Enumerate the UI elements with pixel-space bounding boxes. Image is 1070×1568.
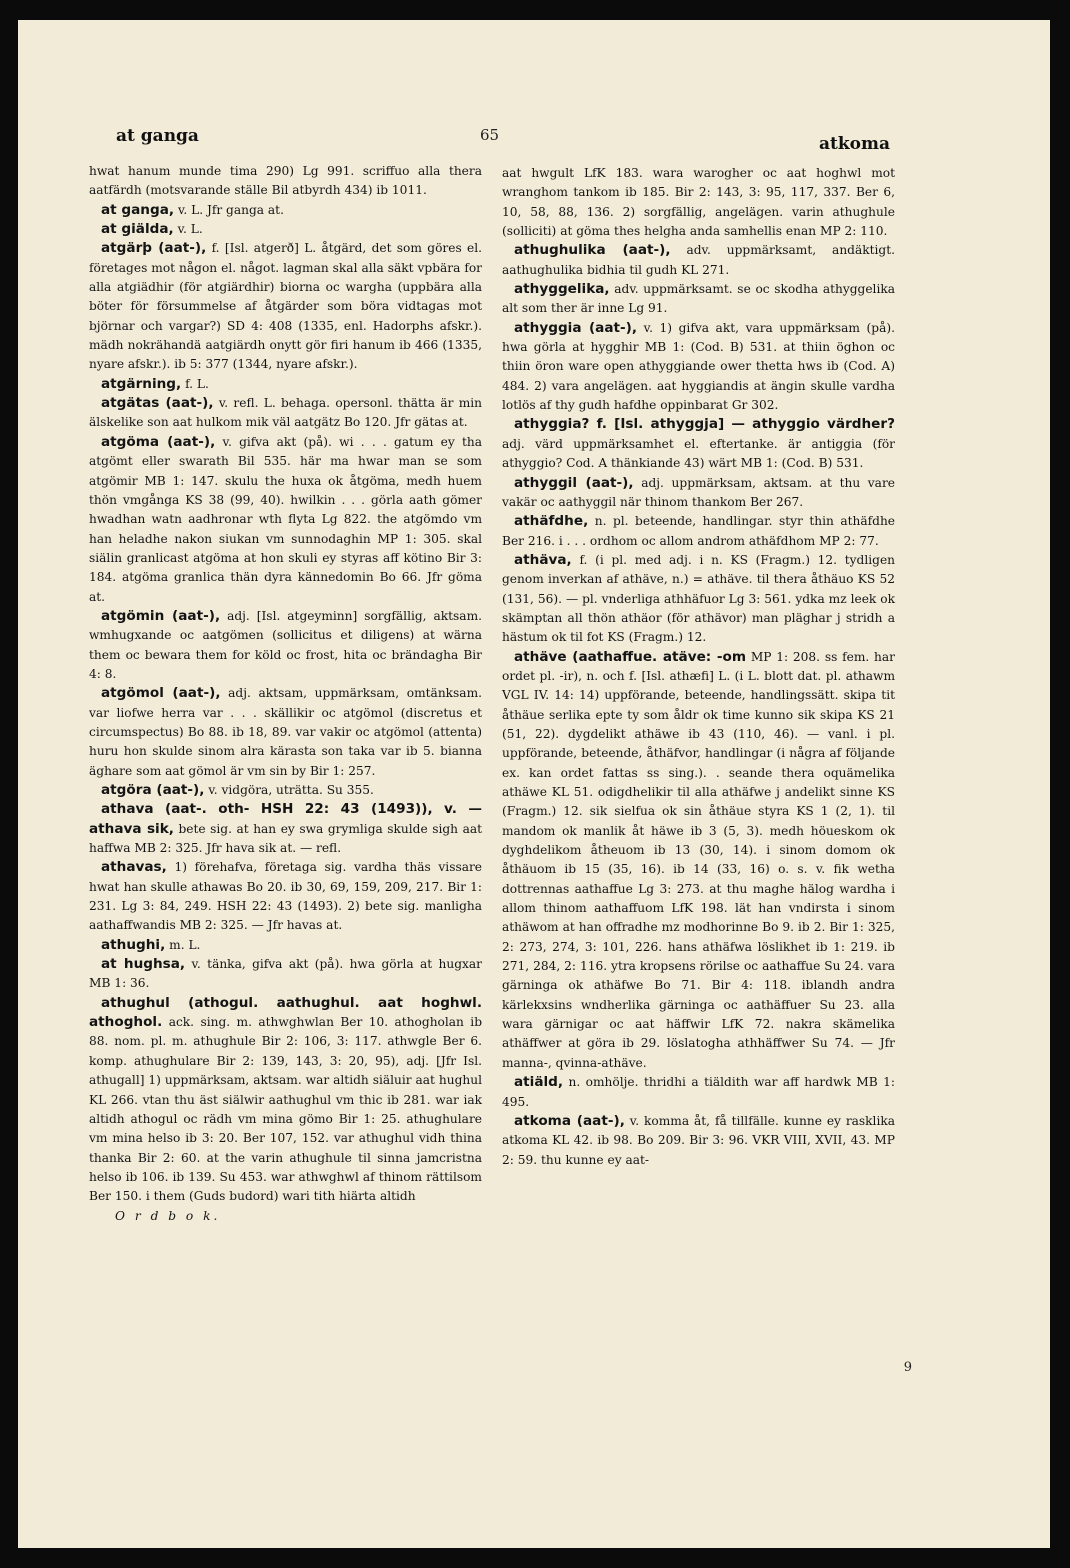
dictionary-entry (502, 241, 895, 280)
dictionary-entry (89, 201, 482, 220)
entry-headword: atgömin (aat-), (101, 607, 221, 624)
entry-text: 1) förehafva, företaga sig. vardha thäs vissare hwat han skulle athawas Bo 20. ib 30, 69, 159, 209, 217. Bir 1: 231. Lg 3: 84, 249. HSH 22: 43 (1493). 2) bete sig. manligha aathaffwandis MB 2: 325. — Jfr havas at. (89, 860, 483, 933)
dictionary-entry (89, 220, 482, 239)
entry-headword: athughul (athogul. aathughul. aat hoghwl. athoghol. (89, 994, 482, 1031)
entry-headword: atiäld, (514, 1074, 564, 1091)
entry-text: f. (i pl. med adj. i n. KS (Fragm.) 12. tydligen genom inverkan af athäve, n.) = athäve. til thera åthäuo KS 52 (131, 56). — pl. vnderliga athhäfuor Lg 3: 561. ydka mz leek ok skämptan all thön athäor (för athävor) man pläghar j stridh a hästum ok til fot KS (Fragm.) 12. (502, 552, 896, 645)
entry-text: f. L. (185, 376, 209, 391)
entry-text: O r d b o k. (115, 1208, 221, 1223)
dictionary-entry (89, 781, 482, 800)
dictionary-entry (502, 551, 895, 648)
running-head-left: at ganga (116, 126, 199, 146)
dictionary-entry (89, 375, 482, 394)
entry-headword: at ganga, (101, 201, 175, 218)
entry-text: v. refl. L. behaga. opersonl. thätta är min älskelike son aat hulkom mik väl aatgätz Bo 120. Jfr gätas at. (89, 396, 482, 430)
entry-headword: atkoma (aat-), (514, 1112, 625, 1129)
dictionary-entry (502, 512, 895, 551)
signature-mark: 9 (903, 1360, 912, 1375)
entry-text: n. omhölje. thridhi a tiäldith war aff hardwk MB 1: 495. (502, 1075, 895, 1109)
entry-headword: athyggia? f. [Isl. athyggja] — athyggio värdher? (514, 416, 895, 433)
entry-text: adj. värd uppmärksamhet el. eftertanke. är antiggia (för athyggio? Cod. A thänkiande 43) wärt MB 1: (Cod. B) 531. (502, 436, 895, 471)
left-column (89, 162, 482, 1226)
entry-headword: atgätas (aat-), (101, 395, 214, 412)
entry-text: v. 1) gifva akt, vara uppmärksam (på). hwa görla at hygghir MB 1: (Cod. B) 531. at thiin öghon oc thiin öron ware open athyggiande ower thetta hws ib (Cod. A) 484. 2) vara angelägen. aat hyggiandis at ängin skulle vardha lotlös af thy gudh hafdhe oppinbarat Gr 302. (502, 320, 895, 413)
dictionary-entry (89, 433, 482, 607)
entry-headword: at giälda, (101, 221, 174, 238)
dictionary-page (18, 20, 1050, 1548)
entry-text: hwat hanum munde tima 290) Lg 991. scriffuo alla thera aatfärdh (motsvarande ställe Bil atbyrdh 434) ib 1011. (89, 164, 482, 198)
entry-headword: atgöra (aat-), (101, 782, 205, 798)
entry-text: f. [Isl. atgerð] L. åtgärd, det som göres el. företages mot någon el. något. lagman skal alla säkt vpbära for alla atgiädhir (för atgiärdhir) biorna oc wargha (uppbära alla böter för försummelse af åtgärder som böra vidtagas mot björnar och vargar?) SD 4: 408 (1335, enl. Hadorphs afskr.). mädh nokrähandä aatgiärdh onytt gör firi hanum ib 466 (1335, nyare afskr.). ib 5: 377 (1344, nyare afskr.). (89, 241, 483, 372)
entry-text: v. vidgöra, uträtta. Su 355. (208, 783, 374, 797)
dictionary-entry (89, 994, 482, 1207)
running-head-right: atkoma (819, 134, 890, 154)
entry-text: adv. uppmärksamt. se oc skodha athyggelika alt som ther är inne Lg 91. (502, 282, 895, 316)
entry-headword: athavas, (101, 859, 167, 876)
entry-headword: at hughsa, (101, 956, 186, 973)
dictionary-entry (89, 607, 482, 684)
right-column (502, 164, 895, 1170)
entry-text: bete sig. at han ey swa grymliga skulde sigh aat haffwa MB 2: 325. Jfr hava sik at. — refl. (89, 821, 483, 856)
catchword (89, 1207, 482, 1226)
dictionary-entry (502, 1073, 895, 1112)
entry-headword: atgöma (aat-), (101, 433, 216, 450)
entry-headword: athughi, (101, 936, 166, 953)
entry-text: adj. [Isl. atgeyminn] sorgfällig, aktsam. wmhugxande oc aatgömen (sollicitus et diligens) at wärna them oc bewara them for köld oc frost, hita oc brändagha Bir 4: 8. (89, 608, 482, 681)
dictionary-entry (89, 858, 482, 935)
dictionary-entry (502, 415, 895, 473)
dictionary-entry (89, 684, 482, 781)
dictionary-entry (89, 936, 482, 955)
entry-text: v. komma åt, få tillfälle. kunne ey rasklika atkoma KL 42. ib 98. Bo 209. Bir 3: 96. VKR VIII, XVII, 43. MP 2: 59. thu kunne ey aat- (502, 1113, 895, 1167)
entry-text: m. L. (169, 937, 201, 952)
entry-text: v. L. Jfr ganga at. (177, 202, 284, 217)
page-number: 65 (480, 126, 500, 144)
entry-text: adj. uppmärksam, aktsam. at thu vare vakär oc aathyggil när thinom thankom Ber 267. (502, 475, 895, 509)
dictionary-entry (89, 800, 482, 858)
dictionary-entry (502, 1112, 895, 1170)
entry-text: adj. aktsam, uppmärksam, omtänksam. var liofwe herra var . . . skällikir oc atgömol (discretus et circumspectus) Bo 88. ib 18, 89. var vakir oc atgömol (attenta) huru hon skulde sinom alra kärasta son taka var ib 5. bianna äghare som aat gömol är vm sin by Bir 1: 257. (89, 686, 483, 778)
dictionary-entry (89, 239, 482, 374)
entry-headword: atgömol (aat-), (101, 685, 221, 702)
entry-headword: athyggelika, (514, 281, 610, 298)
entry-headword: athäve (aathaffue. atäve: -om (514, 648, 747, 665)
entry-text: ack. sing. m. athwghwlan Ber 10. athogholan ib 88. nom. pl. m. athughule Bir 2: 106, 3: 117. athwgle Ber 6. komp. athughulare Bir 2: 139, 143, 3: 20, 95), adj. [Jfr Isl. athugall] 1) uppmärksam, aktsam. war altidh siäluir aat hughul KL 266. vtan thu äst siälwir aathughul vm thic ib 281. war iak altidh athogul oc rädh vm mina gömo Bir 1: 25. athughulare vm mina helso ib 3: 20. Ber 107, 152. var athughul vidh thina thanka Bir 2: 60. at the varin athughule til sinna jamcristna helso ib 106. ib 139. Su 453. war athwghwl af thinom rättilsom Ber 150. i them (Guds budord) wari tith hiärta altidh (89, 1015, 483, 1204)
entry-text: MP 1: 208. ss fem. har ordet pl. -ir), n. och f. [Isl. athæfi] L. (i L. blott dat. pl. athawm VGL IV. 14: 14) uppförande, beteende, handlingssätt. skipa tit åthäue serlika epte ty som åldr ok time kunno sik skipa KS 21 (51, 22). dygdelikt athäwe ib 43 (110, 46). — vanl. i pl. uppförande, beteende, åthäfvor, handlingar (i några af följande ex. kan ordet fattas ss sing.). . seande thera oquämelika athäwe KL 51. odigdhelikir til alla athäfwe j andelikt sinne KS (Fragm.) 12. sik sielfua ok sin åthäue styra KS 1 (2, 1). til mandom ok manlik åt häwe ib 3 (5, 3). medh höueskom ok dyghdelikom åtheuom ib 13 (30, 14). i sinom domom ok åthäuom ib 15 (35, 16). ib 14 (33, 16) o. s. v. fik wetha dottrennas aathaffue Lg 3: 273. at thu maghe hälog wardha i allom thinom aathaffuom LfK 198. lät han vndirsta i sinom athäwom at han offradhe mz modhorinne Bo 9. ib 2. Bir 1: 325, 2: 273, 274, 3: 101, 226. hans athäfwa löslikhet ib 1: 219. ib 271, 284, 2: 116. ytra kropsens rörilse oc aathaffue Su 24. vara gärninga ok athäfwe Bo 71. Bir 4: 118. iblandh andra kärlekxsins wndherlika gärninga oc aathäffuer Su 23. alla wara gärnigar oc aat häffwir LfK 72. nakra skämelika athäffwer at göra ib 29. löslatogha athhäffwer Su 74. — Jfr manna-, qvinna-athäve. (502, 649, 896, 1070)
dictionary-entry (502, 319, 895, 416)
dictionary-entry (502, 164, 895, 241)
entry-headword: athava (aat-. oth- HSH 22: 43 (1493)), v. — athava sik, (89, 801, 482, 837)
entry-text: n. pl. beteende, handlingar. styr thin athäfdhe Ber 216. i . . . ordhom oc allom androm athäfdhom MP 2: 77. (502, 514, 896, 548)
dictionary-entry (89, 162, 482, 201)
entry-text: v. gifva akt (på). wi . . . gatum ey tha atgömt eller swarath Bil 535. här ma hwar man se som atgömir MB 1: 147. skulu the huxa ok åtgöma, medh huem thön vmgånga KS 38 (99, 40). hwilkin . . . görla aath gömer hwadhan watn aadhronar wth flyta Lg 822. the atgömdo vm han heladhe nakon siukan vm sunnodaghin MP 1: 305. skal siälin granlicast atgöma at hon skuli ey styras aff kötino Bir 3: 184. atgöma granlica thän dyra kännedomin Bo 66. Jfr göma at. (89, 434, 483, 604)
dictionary-entry (502, 648, 895, 1074)
entry-text: adv. uppmärksamt, andäktigt. aathughulika bidhia til gudh KL 271. (502, 243, 895, 277)
dictionary-entry (89, 955, 482, 994)
entry-headword: athyggil (aat-), (514, 474, 634, 491)
dictionary-entry (502, 280, 895, 319)
dictionary-entry (89, 394, 482, 433)
dictionary-entry (502, 474, 895, 513)
entry-text: aat hwgult LfK 183. wara warogher oc aat hoghwl mot wranghom tankom ib 185. Bir 2: 143, 3: 95, 117, 337. Ber 6, 10, 58, 88, 136. 2) sorgfällig, angelägen. varin athughule (solliciti) at göma thes helgha anda samhellis enan MP 2: 110. (502, 166, 895, 239)
entry-headword: athyggia (aat-), (514, 319, 638, 336)
entry-headword: athäfdhe, (514, 513, 589, 530)
entry-text: v. L. (177, 222, 203, 237)
entry-text: v. tänka, gifva akt (på). hwa görla at hugxar MB 1: 36. (89, 957, 482, 991)
entry-headword: athughulika (aat-), (514, 242, 671, 259)
entry-headword: athäva, (514, 551, 572, 568)
entry-headword: atgärning, (101, 375, 182, 392)
entry-headword: atgärþ (aat-), (101, 240, 207, 257)
